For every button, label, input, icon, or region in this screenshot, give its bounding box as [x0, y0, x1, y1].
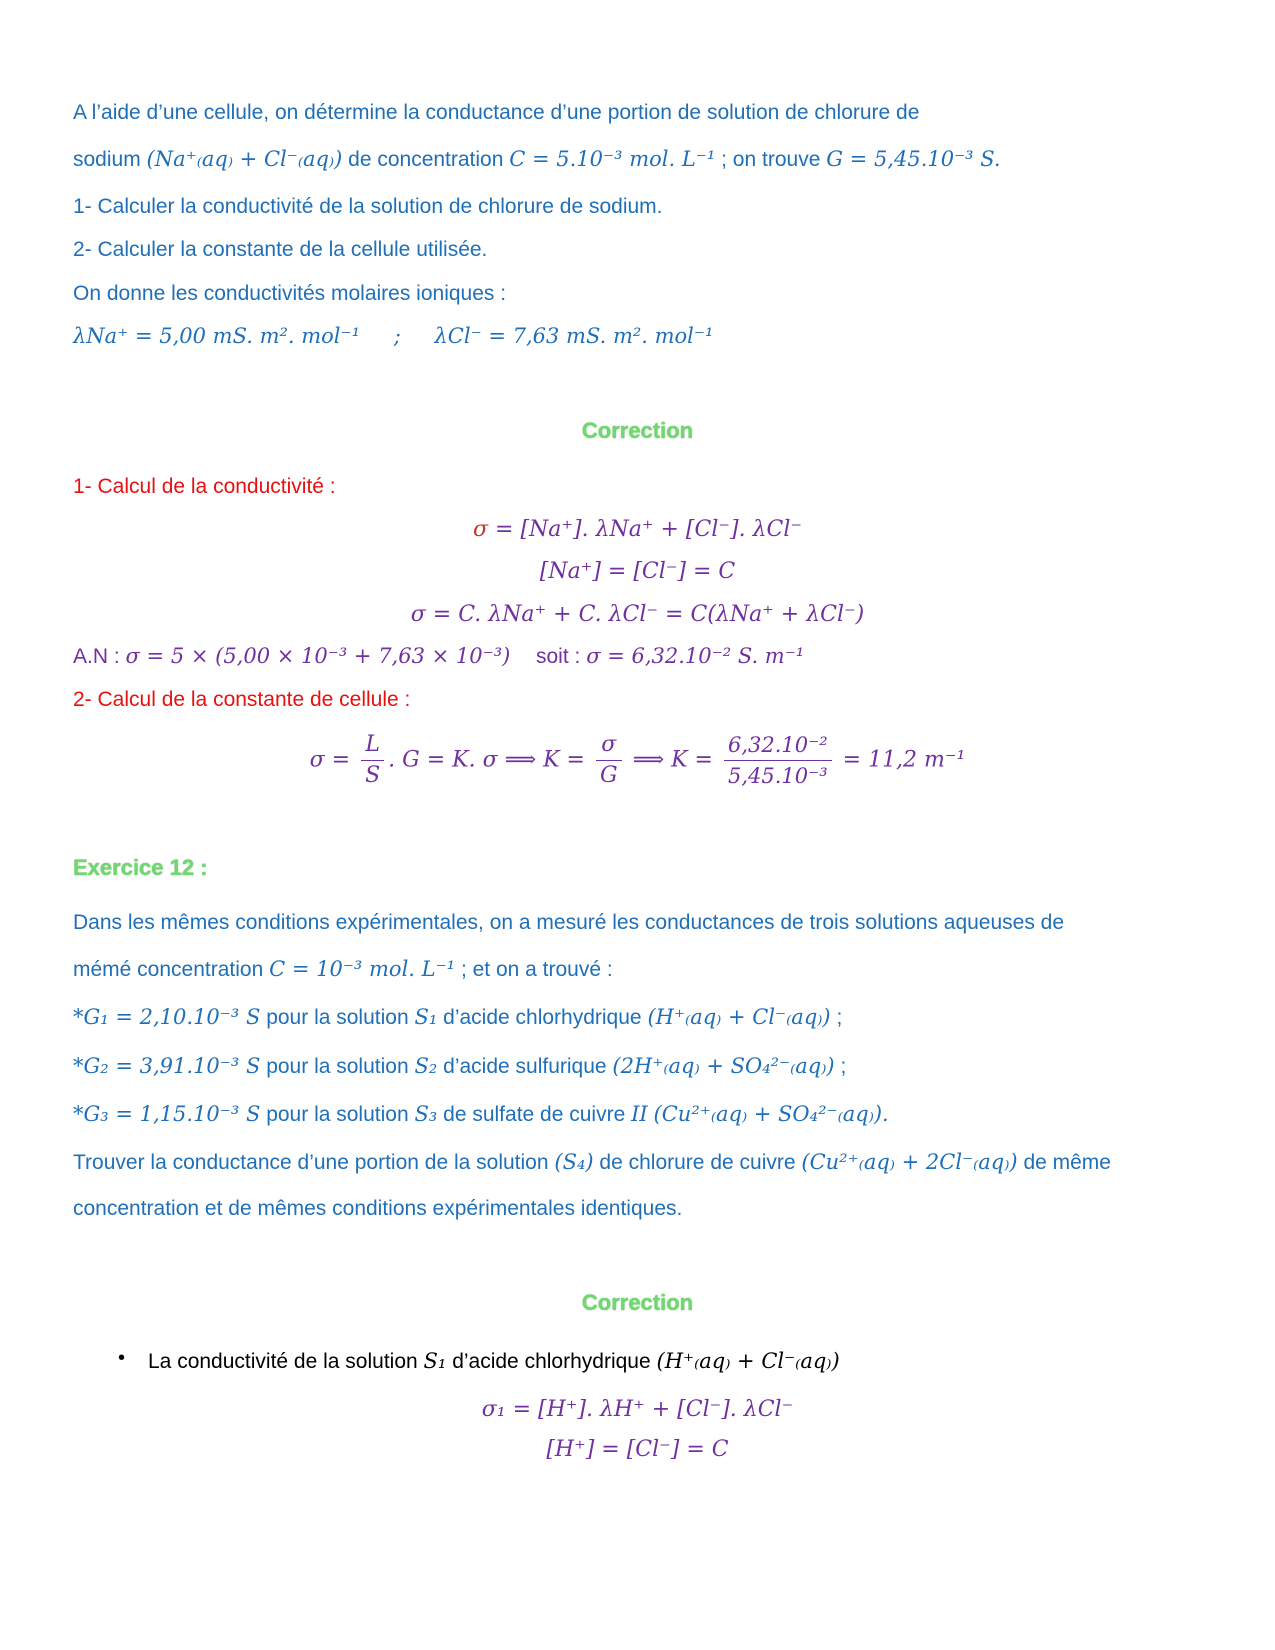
- solution-s3: S₃: [414, 1102, 438, 1126]
- numerator: 6,32.10⁻²: [724, 730, 832, 761]
- formula-hcl: (H⁺₍aq₎ + Cl⁻₍aq₎): [647, 1005, 831, 1029]
- fraction-l-over-s: [361, 730, 384, 791]
- g1-line: [73, 1002, 842, 1033]
- g2-value: *G₂ = 3,91.10⁻³ S: [73, 1054, 261, 1078]
- formula-nacl: (Na⁺₍aq₎ + Cl⁻₍aq₎): [146, 147, 343, 171]
- text: ; on trouve: [721, 148, 821, 171]
- solution-s1: S₁: [423, 1349, 447, 1373]
- an-label: A.N :: [73, 645, 120, 668]
- text: pour la solution: [266, 1055, 409, 1078]
- correction-title-2: Correction: [581, 1290, 694, 1315]
- question-1: 1- Calculer la conductivité de la solution de chlorure de sodium.: [73, 195, 663, 218]
- text: pour la solution: [266, 1006, 409, 1029]
- text: d’acide chlorhydrique: [443, 1006, 642, 1029]
- text: de concentration: [348, 148, 504, 171]
- text: La conductivité de la solution: [148, 1350, 418, 1373]
- concentration: C = 5.10⁻³ mol. L⁻¹: [509, 147, 716, 171]
- text: sodium: [73, 148, 141, 171]
- solution-s4: (S₄): [554, 1150, 594, 1174]
- find-line1: [73, 1147, 1111, 1178]
- formula-h2so4: (2H⁺₍aq₎ + SO₄²⁻₍aq₎): [612, 1054, 835, 1078]
- conductance: G = 5,45.10⁻³ S.: [826, 147, 1001, 171]
- lambda-na: λNa⁺ = 5,00 mS. m². mol⁻¹: [73, 324, 361, 348]
- concentration: C = 10⁻³ mol. L⁻¹: [269, 957, 456, 981]
- eq-sigma: σ =: [309, 747, 351, 773]
- equation-sigma-c: σ = C. λNa⁺ + C. λCl⁻ = C(λNa⁺ + λCl⁻): [410, 602, 865, 627]
- g1-value: *G₁ = 2,10.10⁻³ S: [73, 1005, 261, 1029]
- text: d’acide sulfurique: [443, 1055, 607, 1078]
- denominator: 5,45.10⁻³: [727, 764, 828, 788]
- eq-then: ⟹ K =: [632, 747, 713, 773]
- formula-hcl: (H⁺₍aq₎ + Cl⁻₍aq₎): [656, 1349, 840, 1373]
- solution-s1: S₁: [414, 1005, 438, 1029]
- formula-cuso4: (Cu²⁺₍aq₎ + SO₄²⁻₍aq₎).: [653, 1102, 889, 1126]
- exercise11-line1: A l’aide d’une cellule, on détermine la conductance d’une portion de solution de chlorure de: [73, 101, 920, 124]
- an-result: σ = 6,32.10⁻² S. m⁻¹: [586, 644, 805, 668]
- bullet-line-1: [148, 1346, 840, 1377]
- roman-numeral: II: [631, 1102, 648, 1126]
- correction1-heading1: 1- Calcul de la conductivité :: [73, 475, 336, 498]
- text: de chlorure de cuivre: [599, 1151, 796, 1174]
- g3-value: *G₃ = 1,15.10⁻³ S: [73, 1102, 261, 1126]
- equation-concentrations: [Na⁺] = [Cl⁻] = C: [539, 559, 736, 584]
- exercise12-title: Exercice 12 :: [73, 855, 208, 880]
- equation-cell-constant: [0, 730, 1275, 791]
- text: ;: [836, 1006, 843, 1029]
- correction-title-1: Correction: [581, 418, 694, 443]
- text: d’acide chlorhydrique: [452, 1350, 651, 1373]
- text: Trouver la conductance d’une portion de la solution: [73, 1151, 549, 1174]
- numerical-application: [73, 641, 804, 672]
- eq-rest-visible: = [Na⁺]. λNa⁺ + [Cl⁻]. λCl⁻: [495, 517, 802, 542]
- exercise12-line1: Dans les mêmes conditions expérimentales, on a mesuré les conductances de trois solutions aqueuses de: [73, 911, 1065, 934]
- text: de sulfate de cuivre: [443, 1103, 626, 1126]
- soit-label: soit :: [536, 645, 581, 668]
- bullet-icon: •: [118, 1347, 126, 1369]
- exercise12-line2: [73, 954, 613, 985]
- correction1-heading2: 2- Calcul de la constante de cellule :: [73, 688, 411, 711]
- numerator: σ: [596, 730, 622, 761]
- given-data-intro: On donne les conductivités molaires ioniques :: [73, 282, 507, 305]
- find-line2: concentration et de mêmes conditions expérimentales identiques.: [73, 1197, 683, 1220]
- fraction-values: [724, 730, 832, 791]
- lambda-cl: λCl⁻ = 7,63 mS. m². mol⁻¹: [434, 324, 714, 348]
- exercise11-line2: [73, 144, 1001, 175]
- eq-result: = 11,2 m⁻¹: [842, 747, 966, 773]
- question-2: 2- Calculer la constante de la cellule utilisée.: [73, 238, 488, 261]
- text: de même: [1023, 1151, 1111, 1174]
- an-expression: σ = 5 × (5,00 × 10⁻³ + 7,63 × 10⁻³): [125, 644, 511, 668]
- formula-cucl2: (Cu²⁺₍aq₎ + 2Cl⁻₍aq₎): [801, 1150, 1018, 1174]
- text: pour la solution: [266, 1103, 409, 1126]
- equation-h-cl: [H⁺] = [Cl⁻] = C: [546, 1437, 729, 1462]
- separator: ;: [393, 324, 401, 348]
- solution-s2: S₂: [414, 1054, 438, 1078]
- denominator: S: [365, 763, 381, 788]
- text: ; et on a trouvé :: [460, 958, 613, 981]
- g3-line: [73, 1099, 889, 1130]
- g2-line: [73, 1051, 846, 1082]
- text: mémé concentration: [73, 958, 264, 981]
- numerator: L: [361, 730, 384, 761]
- text: ;: [840, 1055, 847, 1078]
- fraction-sigma-over-g: [596, 730, 622, 791]
- equation-sigma1: σ₁ = [H⁺]. λH⁺ + [Cl⁻]. λCl⁻: [481, 1397, 794, 1422]
- denominator: G: [599, 763, 618, 788]
- eq-mid: . G = K. σ ⟹ K =: [388, 747, 585, 773]
- equation-sigma: σ = [Na⁺]. λNa⁺ + [Cl⁻]. λCl⁻: [473, 517, 802, 542]
- molar-conductivities: [73, 321, 713, 352]
